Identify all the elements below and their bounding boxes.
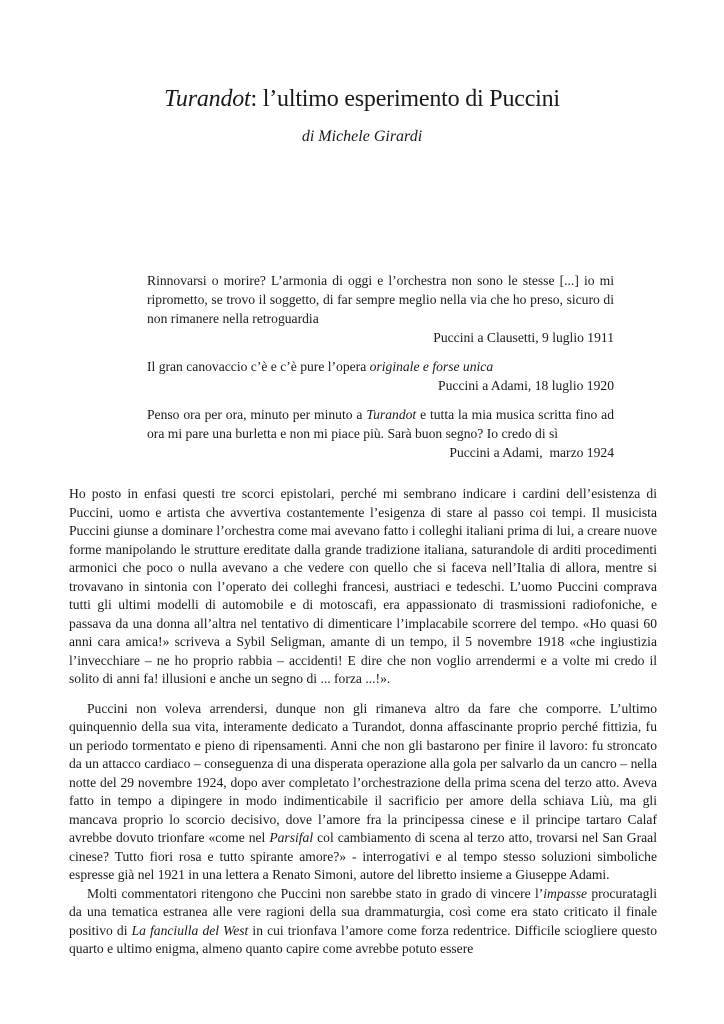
quote-text-part: Penso ora per ora, minuto per minuto a: [147, 407, 367, 422]
body-paragraph: [69, 700, 657, 885]
quote-text-italic: Turandot: [366, 407, 417, 422]
quote-text: [147, 271, 614, 328]
paragraph-text: col cambiamento di scena al terzo atto, trovarsi nel San Graal cinese? Tutto fiori rosa e tutto spirante amore?» - interrogativi e al tempo stesso soluzioni simboliche espresse già nel 1921 in una lettera a Renato Simoni, autore del libretto insieme a Giuseppe Adami.: [69, 830, 657, 882]
paragraph-italic: La fanciulla del West: [131, 922, 249, 938]
quote-attribution: Puccini a Adami, marzo 1924: [449, 445, 614, 460]
paragraph-italic: impasse: [543, 885, 588, 901]
quote-text-part: Rinnovarsi o morire? L’armonia di oggi e l’orchestra non sono le stesse [...] io mi riprometto, se trovo il soggetto, di far sempre meglio nella via che ho preso, sicuro di non rimanere nella retroguardia: [147, 273, 614, 326]
page-title: [0, 84, 724, 114]
epigraph-quote: [147, 405, 614, 462]
paragraph-text: Molti commentatori ritengono che Puccini non sarebbe stato in grado di vincere l’: [87, 885, 544, 901]
author-byline: di Michele Girardi: [301, 128, 423, 145]
quote-text-italic: originale e forse unica: [369, 359, 494, 374]
body-paragraph: [69, 485, 657, 689]
paragraph-text: procuratagli da una tematica estranea alle vere ragioni della sua drammaturgia, così come era stato criticato il finale positivo di: [69, 885, 657, 938]
epigraph-quotes: [147, 271, 614, 472]
quote-attribution: Puccini a Adami, 18 luglio 1920: [438, 378, 614, 393]
paragraph-text: in cui trionfava l’amore come forza redentrice. Difficile sciogliere questo quarto e ultimo enigma, almeno quanto capire come avrebbe potuto essere: [69, 922, 657, 956]
epigraph-quote: [147, 271, 614, 347]
quote-text-part: e tutta la mia musica scritta fino ad ora mi pare una burletta e non mi piace più. Sarà buon segno? Io credo di sì: [147, 407, 614, 441]
paragraph-text: Puccini non voleva arrendersi, dunque non gli rimaneva altro da fare che comporre. L’ultimo quinquennio della sua vita, interamente dedicato a Turandot, donna affascinante proprio perché fittizia, fu un periodo tormentato e pieno di ripensamenti. Anni che non gli bastarono per finire il lavoro: fu stroncato da un attacco cardiaco – conseguenza di una disperata operazione alla gola per salvarlo da un cancro – nella notte del 29 novembre 1924, dopo aver completato l’orchestrazione della prima scena del terzo atto. Aveva fatto in tempo a dipingere in modo indimenticabile il sacrificio per amore della schiava Liù, ma gli mancava proprio lo scorcio decisivo, dove l’amore fra la principessa cinese e il principe tartaro Calaf avrebbe dovuto trionfare «come nel: [69, 700, 657, 845]
quote-attribution: Puccini a Clausetti, 9 luglio 1911: [433, 330, 614, 345]
title-rest: : l’ultimo esperimento di Puccini: [250, 86, 560, 112]
quote-text: [147, 357, 614, 376]
article-body: [69, 485, 657, 959]
paragraph-text: Ho posto in enfasi questi tre scorci epistolari, perché mi sembrano indicare i cardini dell’esistenza di Puccini, uomo e artista che avvertiva costantemente l’esigenza di stare al passo coi tempi. Il musicista Puccini giunse a dominare l’orchestra come mai avevano fatto i colleghi italiani prima di lui, a creare nuove forme manipolando le strutture ereditate dalla grande tradizione italiana, saturandole di arditi procedimenti armonici che poco o nulla avevano a che vedere con quello che si faceva nell’Italia di allora, mentre si trovavano in sintonia con l’operato dei colleghi francesi, austriaci e tedeschi. L’uomo Puccini comprava tutti gli ultimi modelli di automobile e di motoscafi, era appassionato di trasmissioni radiofoniche, e passava da una donna all’altra nel tentativo di dimenticare l’implacabile scorrere del tempo. «Ho quasi 60 anni cara amica!» scriveva a Sybil Seligman, amante di un tempo, il 5 novembre 1918 «che ingiustizia l’invecchiare – ne ho proprio rabbia – accidenti! E dire che non voglio arrendermi e a volte mi credo il solito di anni fa! illusioni e anche un segno di ... forza ...!».: [69, 486, 657, 686]
quote-text: [147, 405, 614, 443]
title-work-name: Turandot: [164, 86, 251, 112]
body-paragraph: [69, 885, 657, 959]
epigraph-quote: [147, 357, 614, 395]
paragraph-italic: Parsifal: [269, 830, 314, 845]
quote-text-part: Il gran canovaccio c’è e c’è pure l’opera: [147, 359, 370, 374]
